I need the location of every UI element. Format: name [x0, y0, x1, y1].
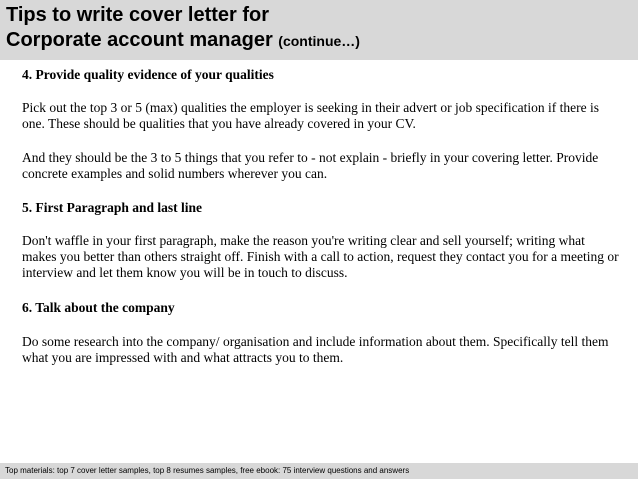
- section-paragraph: Don't waffle in your first paragraph, make the reason you're writing clear and sell yourself; writing what makes you better than others straight off. Finish with a call to action, request they contact you for a meeting or interview and let them know you will be in touch to discuss.: [22, 233, 619, 280]
- section-paragraph: And they should be the 3 to 5 things that you refer to - not explain - briefly in your covering letter. Provide concrete examples and solid numbers wherever you can.: [22, 150, 599, 181]
- section-paragraph: Pick out the top 3 or 5 (max) qualities the employer is seeking in their advert or job specification if there is one. These should be qualities that you have already covered in your CV.: [22, 100, 599, 131]
- slide-title-suffix: (continue…): [278, 33, 360, 49]
- slide-body: [22, 67, 622, 366]
- slide-header: [0, 0, 638, 60]
- section-heading-company: 6. Talk about the company: [22, 300, 175, 315]
- slide-title-line1: Tips to write cover letter for: [6, 4, 270, 26]
- slide-footer: Top materials: top 7 cover letter samples, top 8 resumes samples, free ebook: 75 interview questions and answers: [0, 463, 638, 479]
- section-heading-quality-evidence: 4. Provide quality evidence of your qualities: [22, 67, 274, 82]
- slide-title-main: Corporate account manager: [6, 29, 273, 51]
- section-paragraph: Do some research into the company/ organisation and include information about them. Specifically tell them what you are impressed with and what attracts you to them.: [22, 334, 609, 365]
- slide-title-line2: [6, 28, 638, 54]
- section-heading-first-paragraph: 5. First Paragraph and last line: [22, 200, 203, 215]
